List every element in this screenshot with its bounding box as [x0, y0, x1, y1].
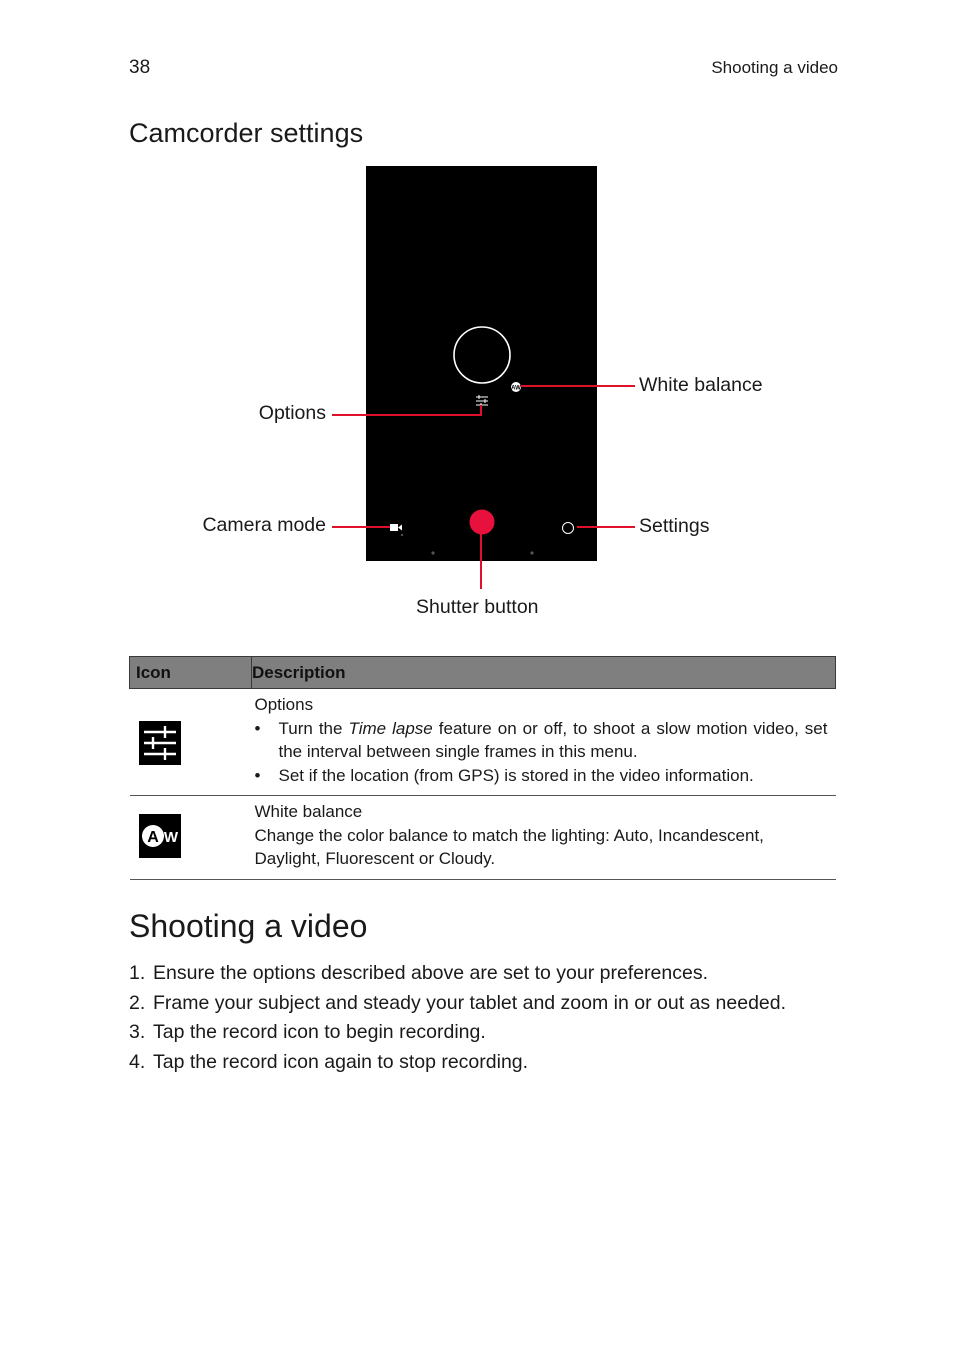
page-dot-left — [431, 551, 434, 554]
page-dot-right — [530, 551, 533, 554]
table-row — [130, 796, 836, 880]
shutter-button-graphic — [470, 510, 495, 535]
running-header: Shooting a video — [711, 58, 838, 77]
settings-icon — [563, 523, 574, 534]
options-icon — [476, 395, 488, 407]
white-balance-icon — [511, 382, 521, 392]
list-item: • Set if the location (from GPS) is stored in the video information. — [254, 765, 754, 785]
list-item: 1. Ensure the options described above are set to your preferences. — [129, 962, 708, 984]
steps-list — [129, 960, 786, 1079]
callout-line-shutter — [480, 534, 482, 589]
icon-cell — [130, 796, 252, 880]
description-cell — [252, 796, 836, 880]
row-title-white-balance: White balance — [254, 802, 363, 821]
callout-shutter-button: Shutter button — [416, 596, 539, 618]
sliders-icon — [139, 721, 181, 765]
callout-settings: Settings — [639, 515, 710, 537]
list-item: 3. Tap the record icon to begin recording. — [129, 1021, 486, 1044]
description-cell — [252, 689, 836, 796]
svg-text:AW: AW — [511, 385, 521, 392]
white-balance-auto-icon — [139, 814, 181, 858]
list-item: 4. Tap the record icon again to stop recording. — [129, 1051, 529, 1074]
callout-line-camera-mode — [332, 526, 390, 528]
list-item: 2. Frame your subject and steady your tablet and zoom in or out as needed. — [129, 991, 787, 1014]
callout-camera-mode: Camera mode — [202, 514, 326, 536]
camcorder-screen — [366, 166, 597, 561]
icon-table — [129, 656, 836, 880]
callout-options: Options — [258, 402, 326, 424]
svg-text:W: W — [163, 829, 178, 846]
icon-cell — [130, 689, 252, 796]
row-text-white-balance: Change the color balance to match the lighting: Auto, Incandescent, Daylight, Fluorescent or Cloudy. — [254, 825, 764, 868]
callout-line-options-h — [332, 414, 482, 416]
svg-text:A: A — [146, 829, 159, 846]
header-description: Description — [252, 657, 836, 689]
callout-line-white-balance — [521, 385, 635, 387]
list-item: • Turn the Time lapse feature on or off, to shoot a slow motion video, set the interval between single frames in this menu. — [254, 718, 828, 761]
callout-line-options-v — [480, 405, 482, 416]
table-header-row — [130, 657, 836, 689]
page-number: 38 — [129, 57, 151, 78]
camcorder-screen-graphics — [366, 166, 597, 561]
callout-line-settings — [577, 526, 635, 528]
callout-white-balance: White balance — [639, 374, 763, 396]
main-title: Shooting a video — [129, 908, 368, 944]
time-lapse-term: Time lapse — [348, 718, 433, 738]
section-title: Camcorder settings — [129, 118, 364, 148]
header-icon: Icon — [130, 657, 252, 689]
row-title-options: Options — [254, 695, 314, 714]
camera-mode-icon — [390, 524, 403, 536]
focus-ring — [454, 327, 510, 383]
table-row — [130, 689, 836, 796]
